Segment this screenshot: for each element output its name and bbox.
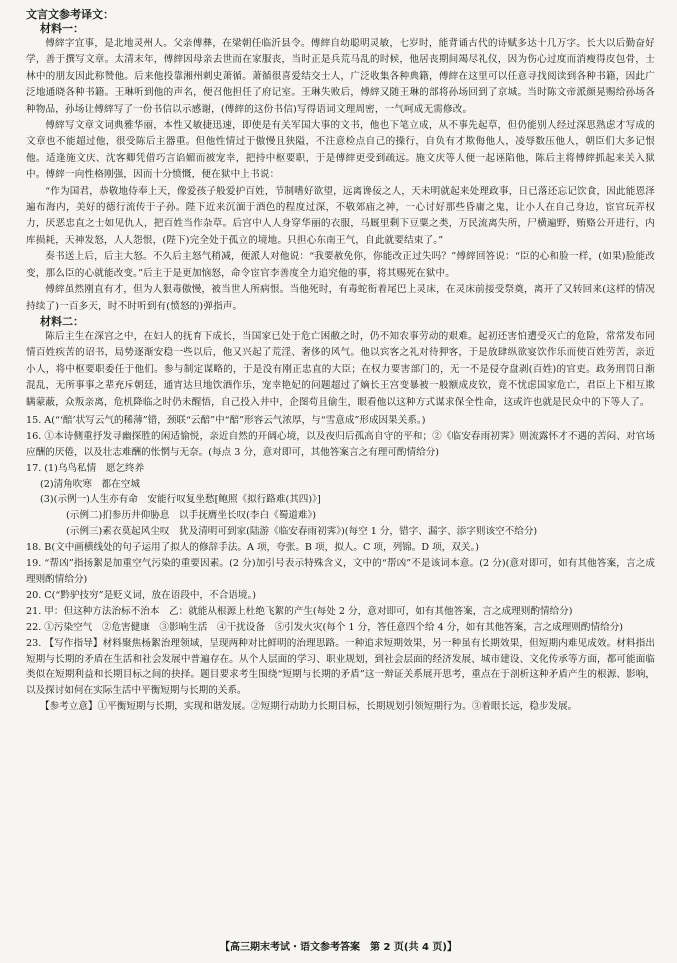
answer-21: 21. 甲：但这种方法治标不治本 乙：就能从根源上杜绝飞絮的产生(每处 2 分，意对即可，如有其他答案，言之成理则酌情给分)	[26, 605, 573, 617]
answer-18: 18. B(文中画横线处的句子运用了拟人的修辞手法。A 项，夸张。B 项，拟人。C 项，列锦。D 项，双关。)	[26, 542, 480, 554]
answer-15: 15. A(“‘醅’状写云气的稀薄”错，颈联“云醅”中“醅”形容云气浓厚，与“雪意成”形成因果关系。)	[26, 414, 426, 426]
answer-16: 16. ①本诗侧重抒发寻幽探胜的闲适愉悦，亲近自然的开阔心境，以及夜归后孤高自守的平和；②《临安春雨初霁》则流露怀才不遇的苦闷、对官场应酬的厌倦，以及壮志难酬的怅惘与无奈。(每点 3 分，意对即可，其他答案言之有理可酌情给分)	[26, 430, 655, 458]
material-1-heading: 材料一：	[40, 22, 84, 35]
answer-list	[26, 413, 655, 715]
material-1-paragraph: 傅縡字宜事，是北地灵州人。父亲傅彝，在梁朝任临沂县令。傅縡自幼聪明灵敏，七岁时，能背诵古代的诗赋多达十几万字。长大以后勤奋好学，善于撰写文章。太清末年，傅縡因母亲去世而在家服丧，当时正是兵荒马乱的时候，他居丧期间竭尽礼仪，因为伤心过度而消瘦得皮包骨，士林中的朋友因此称赞他。后来他投靠湘州刺史萧循。萧循很喜爱结交士人，广泛收集各种典籍，傅縡在这里可以任意寻找阅读到各种书籍，因此广泛地通晓各种书籍。王琳听到他的声名，便召他担任了府记室。王琳失败后，傅縡又随王琳的部将孙场回到了京城。当时陈文帝派颜晃赐给孙场各种物品，孙场让傅縡写了一份书信以示感谢，(傅縡的这份书信)写得语词文理周密，一气呵成无需修改。	[26, 38, 655, 115]
material-2-heading: 材料二：	[40, 314, 84, 328]
answer-17-example-2: (示例二)扪参历井仰胁息 以手抚膺坐长叹(李白《蜀道难》)	[66, 510, 317, 522]
answer-17-3: (3)(示例一)人生亦有命 安能行叹复坐愁[鲍照《拟行路难(其四)》]	[40, 494, 321, 506]
answer-17-1: 17. (1)乌鸟私情 愿乞终养	[26, 462, 145, 474]
material-1-paragraph: 傅縡虽然刚直有才，但为人狠毒傲慢，被当世人所病恨。当他死时，有毒蛇衔着尾巴上灵床，在灵床前接受祭奠，离开了又转回来(这样的情况持续了)一百多天，时不时听到有(愤怒的)弹指声。	[26, 284, 655, 312]
material-1-paragraph: “作为国君，恭敬地侍奉上天，像爱孩子般爱护百姓，节制嗜好欲望，远离谗佞之人，天未明就起来处理政事，日已落还忘记饮食，因此能恩泽遍布海内，美好的德行流传于子孙。陛下近来沉湎于酒色的程度过深，不敬郊庙之神，一心讨好那些昏庸之鬼，让小人在自己身边，宦官玩弄权力，厌恶忠直之士如见仇人，把百姓当作杂草。后宫中人人身穿华丽的衣服，马厩里剩下豆粟之类，万民流离失所，尸横遍野，贿赂公开进行，内库损耗，天神发怒，人人怨恨，(陛下)完全处于孤立的境地。只担心东南王气，自此就要结束了。”	[26, 185, 655, 246]
page-footer: 【高三期末考试・语文参考答案 第 2 页(共 4 页)】	[220, 942, 457, 953]
answer-22: 22. ①污染空气 ②危害健康 ③影响生活 ④干扰设备 ⑤引发火灾(每个 1 分，答任意四个给 4 分，如有其他答案，言之成理则酌情给分)	[26, 621, 624, 633]
answer-23-theme: 【参考立意】①平衡短期与长期，实现和谐发展。②短期行动助力长期目标，长期规划引领短期行为。③着眼长远，稳步发展。	[40, 701, 578, 713]
answer-17-example-3: (示例三)素衣莫起风尘叹 犹及清明可到家(陆游《临安春雨初霁》)(每空 1 分，错字、漏字、添字则该空不给分)	[66, 526, 538, 538]
material-1-paragraph: 傅縡写文章文词典雅华丽，本性又敏捷迅速，即使是有关军国大事的文书，他也下笔立成，从不事先起草，但仍能别人经过深思熟虑才写成的文章也不能超过他，很受陈后主器重。但他性情过于傲慢且狭隘，不注意检点自己的操行，自负有才欺侮他人，凌辱数压他人，朝臣们大多记恨他。适逢施文庆、沈客卿凭借巧言谄媚而被宠幸，把持中枢要职，于是傅縡更受到疏远。施文庆等人便一起诬陷他，陈后主将傅縡抓起来关入狱中。傅縡一向性格刚强，因而十分愤慨，便在狱中上书说：	[26, 120, 655, 181]
answer-17-2: (2)清角吹寒 都在空城	[40, 478, 140, 490]
answer-20: 20. C(“黔驴技穷”是贬义词，放在语段中，不合语境。)	[26, 589, 257, 601]
material-1-paragraph: 奏书送上后，后主大怒。不久后主怒气稍减，便派人对他说：“我要赦免你，你能改正过失吗？”傅縡回答说：“臣的心和脸一样，(如果)脸能改变，那么臣的心就能改变。”后主于是更加恼怒，命令宦官李善度全力追究他的事，将其赐死在狱中。	[26, 251, 655, 279]
translation-title: 文言文参考译文：	[26, 8, 114, 21]
material-2-paragraph: 陈后主生在深宫之中，在妇人的抚育下成长，当国家已处于危亡困敝之时，仍不知农事劳动的艰难。起初还害怕遭受灭亡的危险，常常发布同情百姓疾苦的诏书，局势逐渐安稳一些以后，他又兴起了荒淫、奢侈的风气。他以宾客之礼对待狎客，于是放肆纵欲宴饮作乐而使百姓劳苦，亲近小人，将中枢要职委任于他们。参与制定谋略的，于是没有刚正忠直的大臣；在权力要害部门的，无一不是侵夺盘剥(百姓)的官吏。政务刑罚日渐混乱，无所事事之辈充斥朝廷，通宵达旦地饮酒作乐，宠幸艳妃的问题超过了嫡长王宫变暴被一般额成皮钦，竟不忧虑国家危亡，君臣上下相互欺瞒蒙蔽，众叛亲离，危机降临之时仍未醒悟，自己投入井中，企图苟且偷生，眼看他以这种方式谋求保全性命，这或许也就是民众中的下等人了。	[26, 330, 655, 408]
answer-23-guide: 23. 【写作指导】材料聚焦杨絮治理领域，呈现两种对比鲜明的治理思路。一种追求短期效果，另一种虽有长期效果，但短期内难见成效。材料指出短期与长期的矛盾在生活和社会发展中普遍存在。从个人层面的学习、职业规划，到社会层面的经济发展、城市建设、文化传承等方面，都可能面临类似在短期利益和长期目标之间的抉择。题目要求考生围绕“短期与长期的矛盾”这一辩证关系展开思考，重点在于剖析这种矛盾产生的根源、影响，以及探讨如何在实际生活中平衡短期与长期的关系。	[26, 637, 655, 697]
answer-19: 19. “帮凶”指扬絮是加重空气污染的重要因素。(2 分)加引号表示特殊含义，文中的“帮凶”不是该词本意。(2 分)(意对即可，如有其他答案，言之成理则酌情给分)	[26, 558, 655, 585]
